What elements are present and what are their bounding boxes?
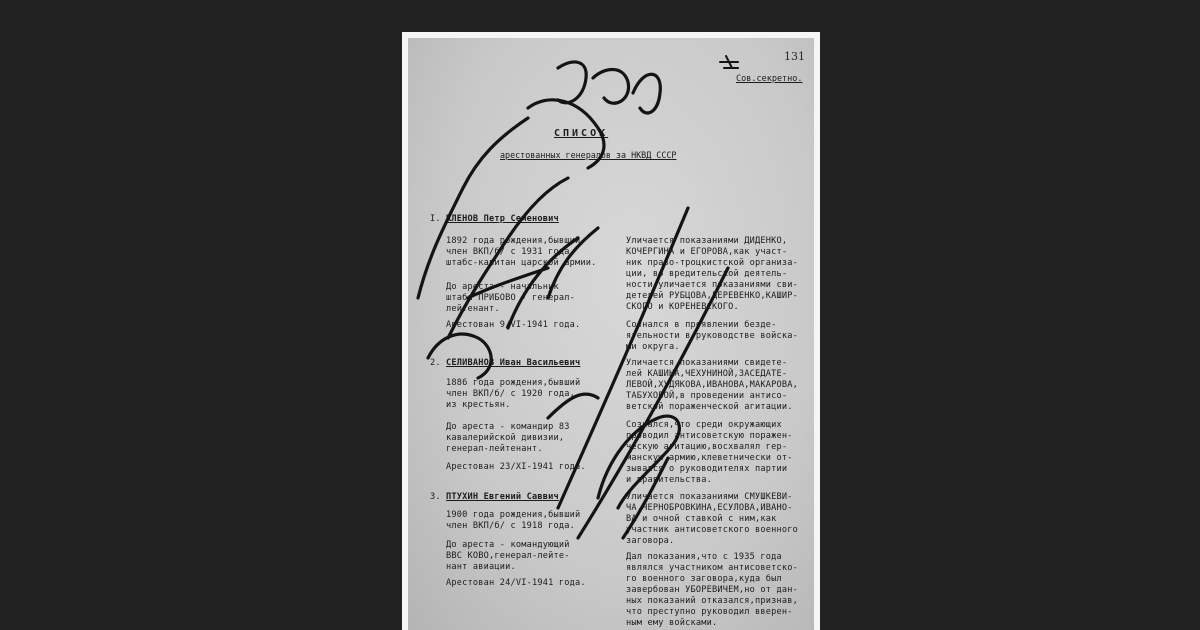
entry-evidence-line: ЛЕВОЙ,ХУДЯКОВА,ИВАНОВА,МАКАРОВА, — [626, 380, 798, 390]
entry-bio-line: 1892 года рождения,бывший — [446, 236, 581, 246]
entry-confession-line: ми округа. — [626, 342, 680, 352]
entry-bio-line: 1886 года рождения,бывший — [446, 378, 581, 388]
entry-evidence-line: ции, во вредительской деятель- — [626, 269, 788, 279]
entry-evidence-line: участник антисоветского военного — [626, 525, 798, 535]
entry-bio-line: штабс-капитан царской армии. — [446, 258, 597, 268]
secrecy-mark: Сов.секретно. — [736, 74, 803, 84]
entry-confession-line: Дал показания,что с 1935 года — [626, 552, 782, 562]
archival-document — [408, 38, 814, 630]
entry-bio-line: член ВКП/б/ с 1931 года, — [446, 247, 575, 257]
entry-confession-line: ятельности в руководстве войска- — [626, 331, 798, 341]
entry-number: I. — [430, 214, 441, 224]
entry-evidence-line: детелей РУБЦОВА,ДЕРЕВЕНКО,КАШИР- — [626, 291, 798, 301]
entry-arrest-date: Арестован 23/XI-1941 года. — [446, 462, 586, 472]
entry-position-line: До ареста - командир 83 — [446, 422, 570, 432]
entry-confession-line: манскую армию,клеветнически от- — [626, 453, 793, 463]
entry-confession-line: го военного заговора,куда был — [626, 574, 782, 584]
entry-confession-line: являлся участником антисоветско- — [626, 563, 798, 573]
entry-bio-line: из крестьян. — [446, 400, 511, 410]
entry-position-line: нант авиации. — [446, 562, 516, 572]
entry-evidence-line: ветской пораженческой агитации. — [626, 402, 793, 412]
entry-name: СЕЛИВАНОВ Иван Васильевич — [446, 358, 581, 368]
entry-number: 3. — [430, 492, 441, 502]
entry-confession-line: и правительства. — [626, 475, 712, 485]
entry-confession-line: Сознался,что среди окружающих — [626, 420, 782, 430]
document-subtitle: арестованных генералов за НКВД СССР — [500, 150, 677, 160]
entry-evidence-line: заговора. — [626, 536, 675, 546]
entry-confession-line: что преступно руководил вверен- — [626, 607, 793, 617]
document-frame — [402, 32, 820, 630]
entry-position-line: До ареста - начальник — [446, 282, 559, 292]
entry-confession-line: зывался о руководителях партии — [626, 464, 788, 474]
entry-evidence-line: Уличается показаниями ДИДЕНКО, — [626, 236, 788, 246]
entry-position-line: штаба ПРИБОВО - генерал- — [446, 293, 575, 303]
entry-evidence-line: ЧА,ЧЕРНОБРОВКИНА,ЕСУЛОВА,ИВАНО- — [626, 503, 793, 513]
entry-arrest-date: Арестован 9/VI-1941 года. — [446, 320, 581, 330]
entry-position-line: ВВС КОВО,генерал-лейте- — [446, 551, 570, 561]
entry-confession-line: ных показаний отказался,признав, — [626, 596, 798, 606]
entry-name: ПТУХИН Евгений Саввич — [446, 492, 559, 502]
entry-evidence-line: ТАБУХОВОЙ,в проведении антисо- — [626, 391, 788, 401]
entry-name: КЛЕНОВ Петр Семенович — [446, 214, 559, 224]
entry-evidence-line: КОЧЕРГИНА и ЕГОРОВА,как участ- — [626, 247, 788, 257]
page-number: 131 — [784, 50, 805, 63]
entry-evidence-line: Уличается показаниями свидете- — [626, 358, 788, 368]
entry-position-line: До ареста - командующий — [446, 540, 570, 550]
entry-confession-line: ческую агитацию,восхвалял гер- — [626, 442, 788, 452]
entry-evidence-line: СКОГО и КОРЕНЕВСКОГО. — [626, 302, 739, 312]
entry-confession-line: завербован УБОРЕВИЧЕМ,но от дан- — [626, 585, 798, 595]
entry-confession-line: ным ему войсками. — [626, 618, 718, 628]
entry-number: 2. — [430, 358, 441, 368]
entry-evidence-line: лей КАШИНА,ЧЕХУНИНОЙ,ЗАСЕДАТЕ- — [626, 369, 788, 379]
entry-bio-line: член ВКП/б/ с 1918 года. — [446, 521, 575, 531]
entry-position-line: генерал-лейтенант. — [446, 444, 543, 454]
entry-evidence-line: ник право-троцкистской организа- — [626, 258, 798, 268]
entry-evidence-line: ности уличается показаниями сви- — [626, 280, 798, 290]
entry-position-line: лейтенант. — [446, 304, 500, 314]
entry-confession-line: проводил антисоветскую поражен- — [626, 431, 793, 441]
entry-bio-line: 1900 года рождения,бывший — [446, 510, 581, 520]
entry-bio-line: член ВКП/б/ с 1920 года, — [446, 389, 575, 399]
entry-evidence-line: ВА и очной ставкой с ним,как — [626, 514, 777, 524]
entry-arrest-date: Арестован 24/VI-1941 года. — [446, 578, 586, 588]
entry-confession-line: Сознался в проявлении безде- — [626, 320, 777, 330]
entry-evidence-line: Уличается показаниями СМУШКЕВИ- — [626, 492, 793, 502]
document-title: СПИСОК — [554, 128, 609, 139]
entry-position-line: кавалерийской дивизии, — [446, 433, 565, 443]
